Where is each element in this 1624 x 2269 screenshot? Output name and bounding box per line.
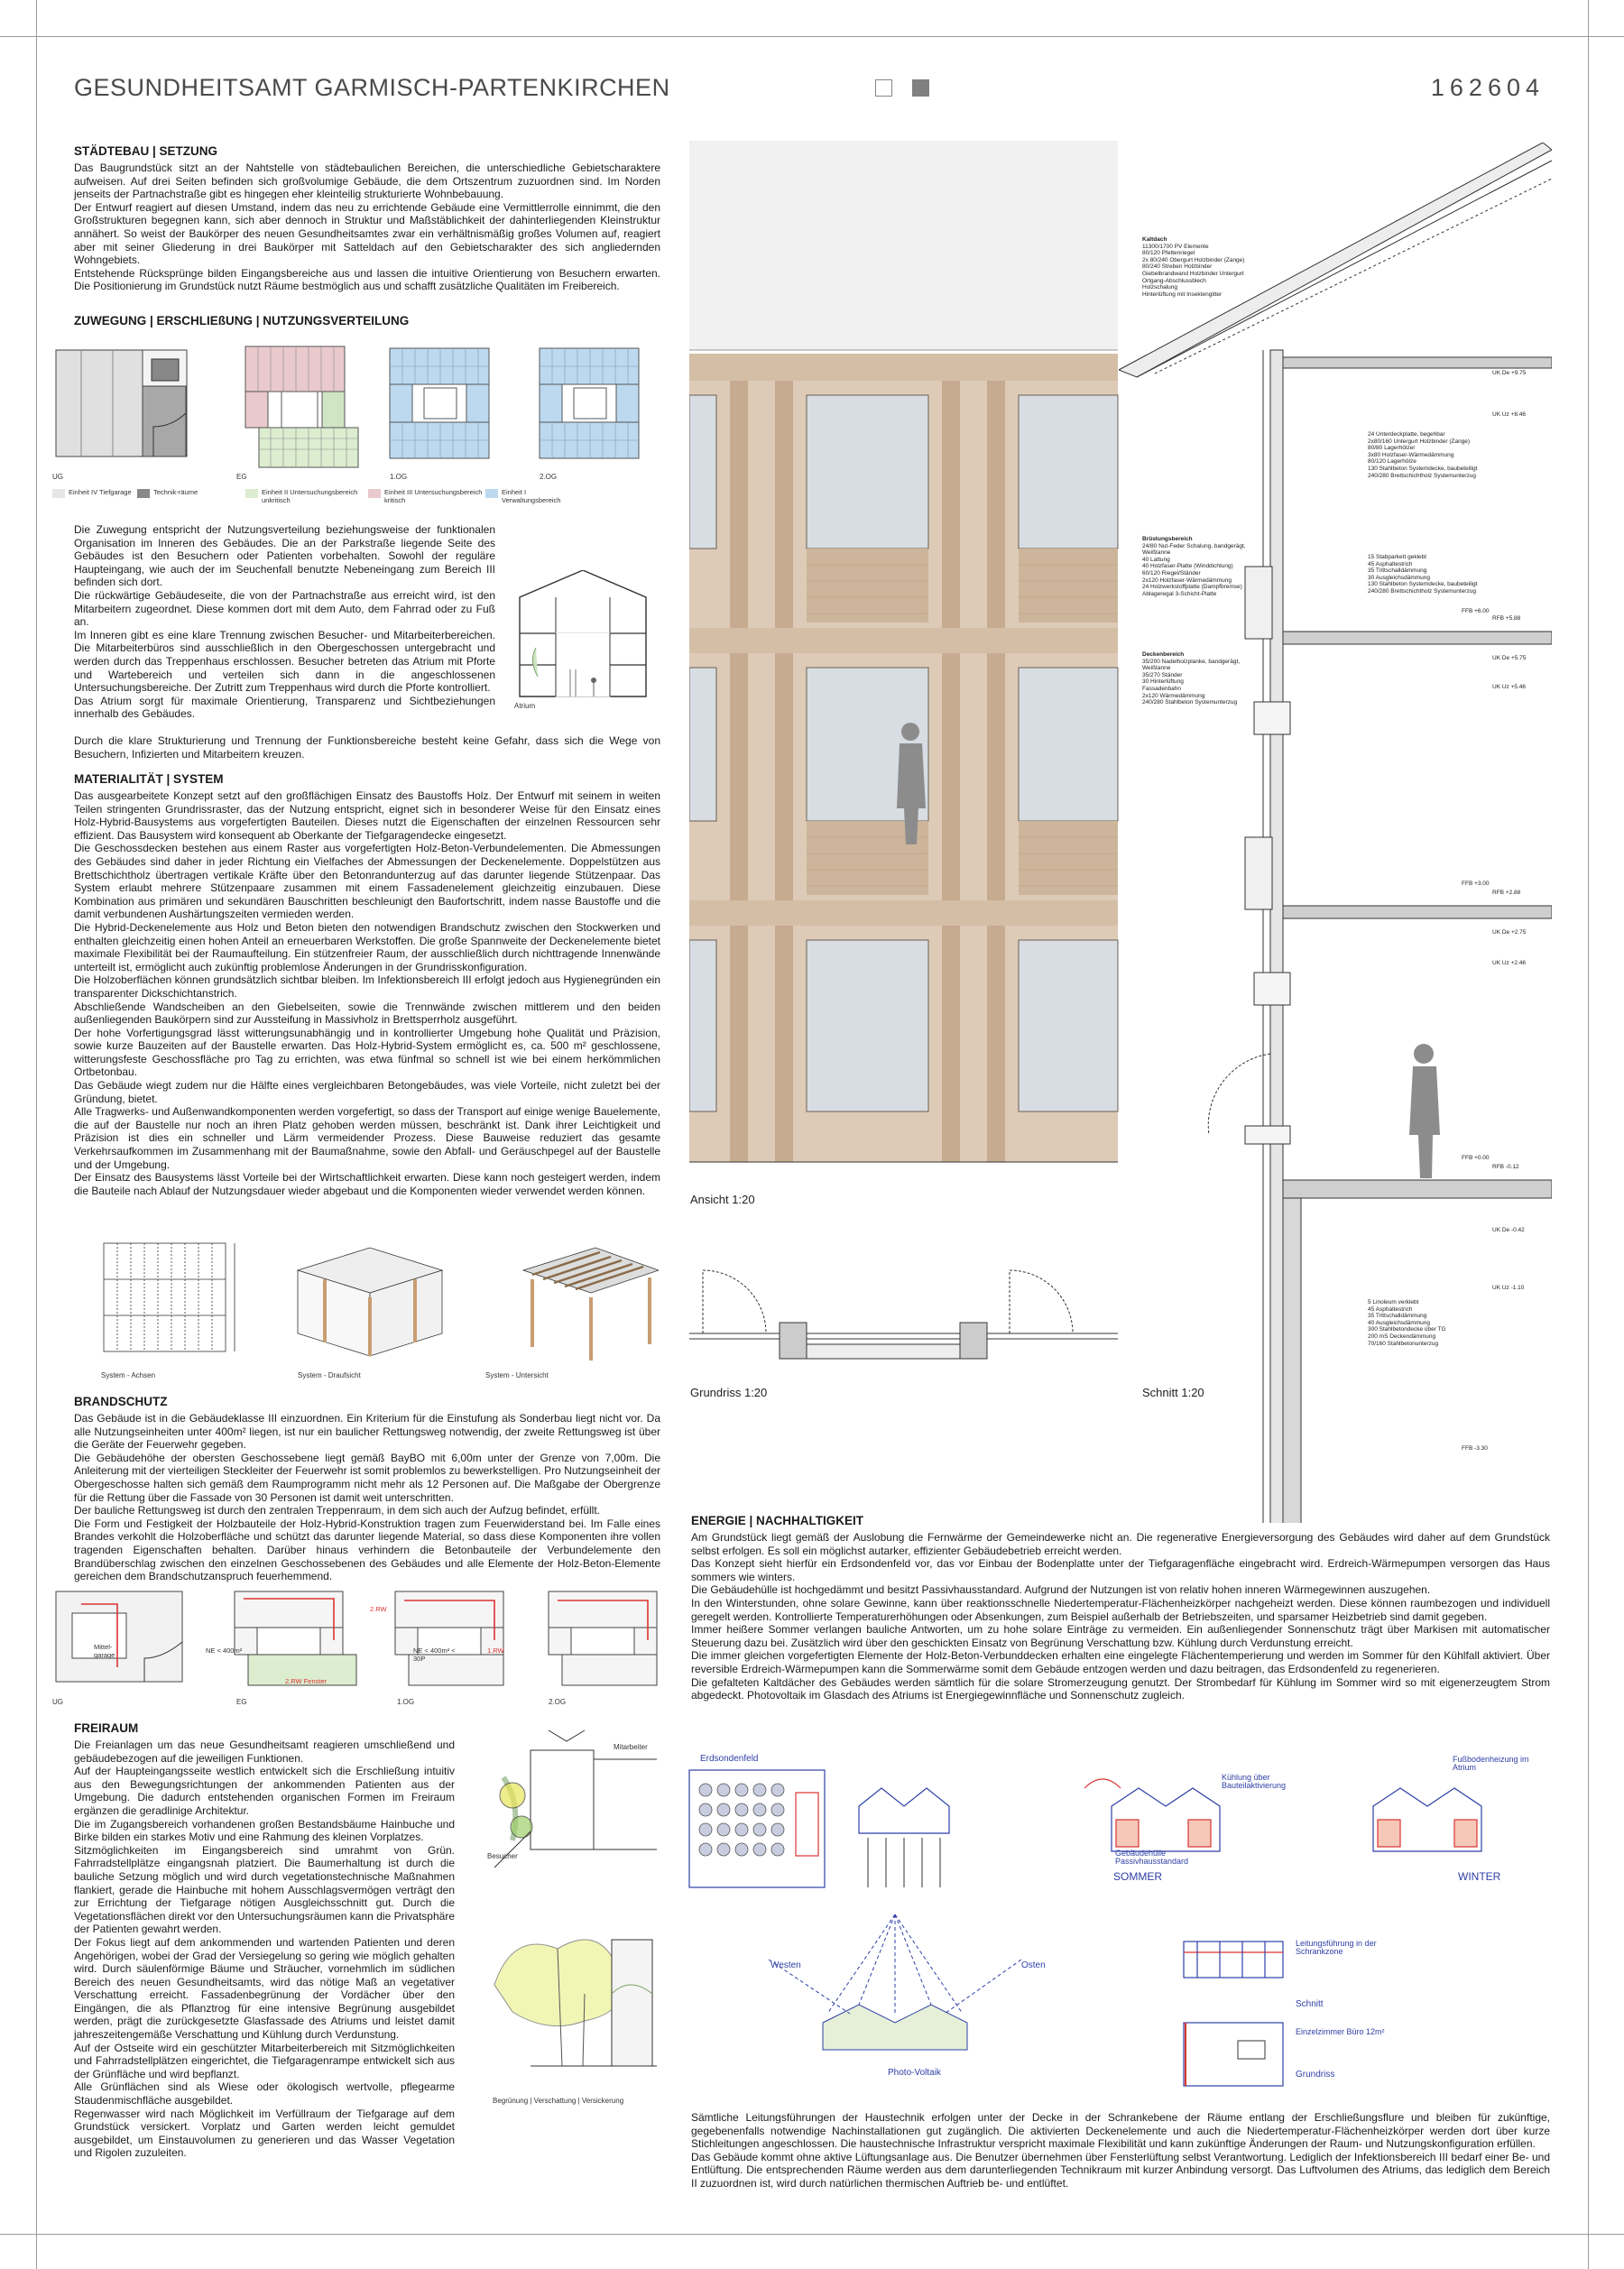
brandschutz-p4: Die Form und Festigkeit der Holzbauteile der Holz-Hybrid-Konstruktion tragen zum Feuerwiderstand bei. Im Falle eines Brandes verkohlt die Holzoberfläche und schützt das darunter liegende Material, so dass diese Komponenten ihre vollen tragenden Eigenschaften behalten. Darüber hinaus verhindern die Betonbauteile der Verbundelemente den Brandüberschlag zwischen den einzelnen Geschossebenen des Gebäudes und alle Elemente der Holz-Beton-Elemente gereichen dem Brandschutzanspruch feuerhemmend. <box>74 1517 660 1583</box>
sketch-schrankzone <box>1184 1942 1283 1978</box>
freiraum-p1: Die Freianlagen um das neue Gesundheitsamt reagieren umschließend und gebäudebezogen auf die jeweiligen Funktionen. <box>74 1739 455 1765</box>
energie-p1: Am Grundstück liegt gemäß der Auslobung die Fernwärme der Gemeindewerke nicht an. Die regenerative Energieversorgung des Gebäudes wird daher auf dem Grundstück selbst erfolgen. Es soll ein möglichst autarker, effizienter Gebäudebetrieb erreicht werden. <box>691 1531 1550 1557</box>
fire-label-ug: UG <box>52 1698 63 1706</box>
spec-bruestung-3: 40 Holzfaser-Platte (Winddichtung) <box>1142 563 1233 570</box>
plan-2og <box>540 348 639 458</box>
level-1: UK Uz +8.46 <box>1492 411 1527 418</box>
level-11: RFB -0.12 <box>1492 1164 1519 1170</box>
freiraum-p5: Der Fokus liegt auf dem ankommenden und wartenden Patienten und deren Angehörigen, wobei der Grad der Versiegelung so gering wie möglich gehalten wird. Durch säulenförmige Bäume und Sträucher, vornehmlich im südlichen Bereich des neuen Gesundheitsamts, wird das nötige Maß an vegetativer Verschattung erreicht. Fassadenbegrünung der Vordächer über den Eingängen, die als Pflanztrog für eine intensive Begrünung ausgebildet werden, prägt die zurückgesetzte Glasfassade des Atriums und leistet damit jahreszeitengemäße Verschattung und Kühlung durch Verdunstung. <box>74 1935 455 2042</box>
spec-estrich-0: 15 Stabparkett geklebt <box>1368 554 1427 560</box>
brandschutz-title: BRANDSCHUTZ <box>74 1395 168 1408</box>
spec-estrich-3: 30 Ausgleichsdämmung <box>1368 574 1431 581</box>
plan-ug <box>56 350 187 457</box>
sketch-pv-rays <box>769 1914 1021 2050</box>
brandschutz-p1: Das Gebäude ist in die Gebäudeklasse III einzuordnen. Ein Kriterium für die Einstufung als Sonderbau liegt nicht vor. Da alle Nutzungseinheiten unter 400m² liegen, ist nur ein baulicher Rettungsweg notwendig, der zweite Rettungsweg ist über die Geräte der Feuerwehr gegeben. <box>74 1412 660 1452</box>
materialitaet-p1: Das ausgearbeitete Konzept setzt auf den großflächigen Einsatz des Baustoffs Holz. Der Entwurf mit seinem in weiten Teilen stringenten Grundrissraster, das der Nutzung entspricht, eignet sich in besonderer Weise für den Einsatz eines Holz-Hybrid-Bausystems aus vorgefertigten Bauteilen. Dieses nutzt die Eigenschaften der einzelnen Ressourcen sehr effizient. Das Bausystem wird konsequent ab Oberkante der Tiefgaragendecke eingesetzt. <box>74 789 660 842</box>
project-code: 162604 <box>1430 74 1545 101</box>
fire-tag-fenster: 2.RW Fenster <box>285 1677 328 1685</box>
frame-right-line <box>1588 0 1589 2269</box>
spec-decke1-0: 24 Unterdeckplatte, begehbar <box>1368 431 1445 438</box>
facade-elevation <box>689 141 1122 1192</box>
level-13: UK Uz -1.10 <box>1492 1285 1525 1291</box>
frame-top-line <box>0 36 1624 37</box>
level-0: UK De +9.75 <box>1492 370 1527 376</box>
brandschutz-p3: Der bauliche Rettungsweg ist durch den zentralen Treppenraum, in dem sich auch der Aufzug befindet, erfüllt. <box>74 1504 601 1517</box>
energy-label-schrank: Leitungsführung in der Schrankzone <box>1296 1939 1377 1956</box>
plan-1og <box>390 348 489 458</box>
spec-decke2 <box>1142 651 1260 706</box>
energy-label-buero: Einzelzimmer Büro 12m² <box>1296 2027 1385 2036</box>
energie-p4: In den Winterstunden, ohne solare Gewinne, kann über reaktionsschnelle Niedertemperatur-Flächenheizkörper nachgeheizt werden. Diese können raumbezogen und individuell geregelt werden. Kontrollierte Temperaturerhöhungen oder Absenkungen, zum Beispiel außerhalb der Betriebszeiten, und sparsamer Heizbetrieb sind damit gegeben. <box>691 1596 1550 1623</box>
spec-boden-1: 45 Asphaltestrich <box>1368 1305 1413 1313</box>
energie-p7: Die gefalteten Kaltdächer des Gebäudes werden sämtlich für die solare Stromerzeugung genutzt. Der Strombedarf für Kühlung im Sommer wird so mit eigenerzeugtem Strom abgedeckt. Photovoltaik im Glasdach des Atriums ist Energiegewinnfläche und Sonnenschutz zugleich. <box>691 1675 1550 1702</box>
plan-label-2og: 2.OG <box>540 473 558 481</box>
spec-decke1-5: 130 Stahlbeton Systemdecke, baubeteiligt <box>1368 465 1478 472</box>
section-freiraum <box>74 1721 455 2160</box>
legend-swatch-verwaltung <box>485 489 498 498</box>
spec-dach-1: 11300/1700 PV Elemente <box>1142 243 1209 250</box>
freiraum-sketches <box>476 1723 666 2102</box>
system-axes <box>104 1243 235 1351</box>
diagram-label-underside: System - Untersicht <box>485 1371 549 1379</box>
materialitaet-p4: Die Holzoberflächen können grundsätzlich sichtbar bleiben. Im Infektionsbereich III erfolgt jedoch aus Hygienegründen ein transparenter Dickschichtanstrich. <box>74 973 660 1000</box>
frame-left-line <box>36 0 37 2269</box>
spec-boden-0: 5 Linoleum verklebt <box>1368 1299 1419 1305</box>
zuwegung-p1: Die Zuwegung entspricht der Nutzungsverteilung beziehungsweise der funktionalen Organisation im Inneren des Gebäudes. Die an der Parkstraße liegende Seite des Gebäudes ist den Besuchern oder Patienten vorbehalten. Sowohl der reguläre Haupteingang, wie auch der im Seuchenfall benutzte Nebeneingang zum Bereich III befinden sich dort. <box>74 523 495 589</box>
legend-unkritisch: Einheit II Untersuchungsbereich unkritisch <box>262 488 358 504</box>
fire-plan-eg <box>235 1591 356 1685</box>
section-energie <box>691 1514 1550 1702</box>
system-plan-iso <box>298 1248 442 1356</box>
legend-technik: Technik-räume <box>153 488 198 496</box>
spec-decke1 <box>1368 431 1494 479</box>
spec-kaltdach <box>1142 236 1269 298</box>
freiraum-p8: Regenwasser wird nach Möglichkeit im Verfüllraum der Tiefgarage auf dem Grundstück versickert. Vorplatz und Garten werden leicht gemuldet ausgebildet, um Einstauvolumen zu generieren und das Wasser Vegetation und Rigolen zuzuleiten. <box>74 2107 455 2160</box>
staedtebau-title: STÄDTEBAU | SETZUNG <box>74 144 218 158</box>
level-10: FFB +0.00 <box>1462 1155 1490 1161</box>
fire-tag-ne30p: NE < 400m² < 30P <box>413 1646 456 1663</box>
spec-decke2-0: Deckenbereich <box>1142 651 1185 658</box>
spec-bruestung-2: 40 Lattung <box>1142 556 1170 563</box>
energie-p9: Das Gebäude kommt ohne aktive Lüftungsanlage aus. Die Benutzer übernehmen über Fensterlüftung selbst Verantwortung. Lediglich der Infektionsbereich III bedarf einer Be- und Entlüftung. Die entsprechenden Räume werden aus dem darunterliegenden Technikraum mit kurzer Anbindung versorgt. Das Luftvolumen des Atriums, das lediglich dem Bereich II zuzuordnen ist, wird durch natürlichen thermischen Auftrieb be- und entlüftet. <box>691 2150 1550 2190</box>
spec-decke1-3: 3x80 Holzfaser-Wärmedämmung <box>1368 451 1454 458</box>
materialitaet-p3: Die Hybrid-Deckenelemente aus Holz und Beton bieten den notwendigen Brandschutz zwischen den Stockwerken und enthalten gleichzeitig einen hohen Anteil an erneuerbaren Werkstoffen. Die große Spannweite der Deckenelemente bietet maximale Flexibilität bei der Raumaufteilung. Ein stützenfreier Raum, der ausschließlich durch nichttragende Innenwände unterteilt ist, ermöglicht auch zukünftig problemlose Änderungen in der Grundrisskonfiguration. <box>74 920 660 973</box>
section-brandschutz <box>74 1395 660 1583</box>
legend-verwaltung: Einheit I Verwaltungsbereich <box>502 488 561 504</box>
materialitaet-p6: Der hohe Vorfertigungsgrad lässt witterungsunabhängig und in kontrollierter Umgebung hohe Qualität und Präzision, sowie kurze Bauzeiten auf der Baustelle erwarten. Das Holz-Hybrid-System ermöglicht es, ca. 500 m² geschlossene, witterungsfeste Geschossfläche pro Tag zu errichten, was etwa fünfmal so schnell ist wie bei einem herkömmlichen Ortbetonbau. <box>74 1026 660 1079</box>
energy-label-schnitt: Schnitt <box>1296 1999 1324 2009</box>
spec-dach-0: Kaltdach <box>1142 236 1167 243</box>
section-staedtebau <box>74 144 660 293</box>
spec-bruestung-1: 24/80 Nut-Feder Schalung, bandgerägt, Weißtanne <box>1142 542 1246 557</box>
staedtebau-p2: Der Entwurf reagiert auf diesen Umstand, indem das neu zu errichtende Gebäude eine Vermittlerrolle einnimmt, die den Großstrukturen begegnen kann, sich aber dennoch in Struktur und Maßstäblichkeit der dahinterliegenden Kleinstruktur annähert. So weist der Baukörper des neuen Gesundheitsamtes zwar ein verhältnismäßig großes Volumen auf, reagiert aber mit seiner Gliederung in drei Baukörper mit Satteldach auf den Gebietscharakter des sich angliedernden Wohngebiets. <box>74 200 660 267</box>
zuwegung-p4: Das Atrium sorgt für maximale Orientierung, Transparenz und Sichtbeziehungen innerhalb des Gebäudes. <box>74 694 495 721</box>
sketch-erdsondenfeld <box>689 1770 825 1887</box>
spec-dach-5: Giebelbrandwand Holzbinder Untergurt <box>1142 270 1244 277</box>
filled-square-icon <box>912 79 929 97</box>
fire-label-eg: EG <box>236 1698 247 1706</box>
freiraum-p2: Auf der Haupteingangsseite westlich entwickelt sich die Erschließung intuitiv aus den Bewegungsrichtungen der ankommenden Patienten aus der Umgebung. Die dadurch entstehenden organischen Formen im Freiraum ergänzen die geradlinige Architektur. <box>74 1765 455 1817</box>
diagram-label-axes: System - Achsen <box>101 1371 156 1379</box>
label-ansicht: Ansicht 1:20 <box>690 1193 755 1206</box>
fire-plan-1og <box>395 1591 503 1685</box>
atrium-label: Atrium <box>514 702 536 710</box>
energy-label-pv: Photo-Voltaik <box>888 2068 941 2078</box>
legend-swatch-technik <box>137 489 150 498</box>
energy-label-westen: Westen <box>770 1960 801 1970</box>
atrium-section-drawing <box>511 570 655 706</box>
legend-swatch-tiefgarage <box>52 489 65 498</box>
plan-label-1og: 1.OG <box>390 473 408 481</box>
freiraum-p7: Alle Grünflächen sind als Wiese oder ökologisch wertvolle, pflegearme Staudenmischfläche ausgebildet. <box>74 2080 455 2108</box>
sketch-label-begruenung: Begrünung | Verschattung | Versickerung <box>493 2097 624 2105</box>
zuwegung-title: ZUWEGUNG | ERSCHLIEßUNG | NUTZUNGSVERTEILUNG <box>74 314 410 327</box>
energy-label-fbh: Fußbodenheizung im Atrium <box>1453 1755 1529 1772</box>
freiraum-p6: Auf der Ostseite wird ein geschützter Mitarbeiterbereich mit Sitzmöglichkeiten und Fahrradstellplätzen eingerichtet, die Tiefgaragenrampe entwickelt sich aus der Grünfläche und wird bepflanzt. <box>74 2041 455 2080</box>
fire-tag-2rw: 2.RW <box>370 1605 387 1613</box>
level-14: FFB -3.30 <box>1462 1445 1488 1452</box>
spec-estrich-2: 35 Trittschalldämmung <box>1368 567 1427 575</box>
plan-eg <box>245 346 358 467</box>
spec-dach-7: Holzschalung <box>1142 284 1178 291</box>
tree-sketch <box>494 1940 657 2066</box>
section-energie-2 <box>691 2111 1550 2191</box>
level-8: UK De +2.75 <box>1492 929 1527 936</box>
level-4: UK De +5.75 <box>1492 655 1527 661</box>
spec-decke2-5: 2x120 Wärmedämmung <box>1142 692 1205 699</box>
spec-boden-4: 300 Stahlbetondecke über TG <box>1368 1326 1446 1333</box>
sketch-winter <box>1373 1788 1481 1851</box>
level-3: RFB +5.88 <box>1492 615 1521 622</box>
spec-dach-2: 80/120 Pfettenriegel <box>1142 250 1195 257</box>
person-silhouette-section <box>1409 1044 1440 1178</box>
roof-zone <box>689 141 1118 350</box>
spec-decke1-6: 240/280 Brettschichtholz Systemunterzug <box>1368 472 1476 479</box>
level-6: FFB +3.00 <box>1462 881 1490 887</box>
sketch-sondenhouse <box>859 1788 949 1887</box>
energy-label-erdsonden: Erdsondenfeld <box>700 1754 759 1764</box>
level-9: UK Uz +2.46 <box>1492 960 1527 966</box>
fire-tag-ne400: NE < 400m² <box>206 1646 243 1655</box>
spec-boden-3: 40 Ausgleichsdämmung <box>1368 1319 1431 1326</box>
energy-label-kuehlung: Kühlung über Bauteilaktivierung <box>1222 1773 1287 1790</box>
energie-p6: Die immer gleichen vorgefertigten Elemente der Holz-Beton-Verbunddecken erhalten eine eingelegte Flächentemperierung und werden im Sommer für den Kühlfall aktiviert. Über reversible Erdreich-Wärmepumpen kann die Sommerwärme somit dem Gebäude entzogen werden und dazu beitragen, das Erdsondenfeld zu regenerieren. <box>691 1649 1550 1675</box>
zuwegung-p2: Die rückwärtige Gebäudeseite, die von der Partnachstraße aus erreicht wird, ist den Mitarbeitern zugeordnet. Diese kommen dort mit dem Auto, dem Fahrrad oder zu Fuß an. <box>74 588 495 629</box>
fire-plan-2og <box>549 1591 657 1685</box>
sketch-buero <box>1184 2023 1283 2086</box>
label-schnitt: Schnitt 1:20 <box>1142 1386 1204 1399</box>
spec-decke1-2: 80/80 Lagerhölzer <box>1368 445 1416 452</box>
spec-dach-3: 2x 80/240 Obergurt Holzbinder (Zange) <box>1142 256 1245 263</box>
fire-plan-ug <box>56 1591 182 1682</box>
energy-label-passivhaus: Gebäudehülle Passivhausstandard <box>1115 1849 1189 1866</box>
spec-decke2-2: 35/270 Ständer <box>1142 671 1183 678</box>
frame-bottom-line <box>0 2234 1624 2235</box>
spec-decke2-3: 30 Hinterlüftung <box>1142 678 1184 686</box>
freiraum-p3: Die im Zugangsbereich vorhandenen großen Bestandsbäume Hainbuche und Birke bilden ein starkes Motiv und eine Rahmung des kleinen Vorplatzes. <box>74 1817 455 1844</box>
energie-p8: Sämtliche Leitungsführungen der Haustechnik erfolgen unter der Decke in der Schrankebene der Räume entlang der Erschließungsflure und bleiben für zukünftige, gegebenenfalls notwendige Nachinstallationen gut zugänglich. Die aktivierten Deckenelemente und auch die Niedertemperatur-Flächenheizkörper werden dort über kurze Stichleitungen angeschlossen. Die haustechnische Infrastruktur verspricht maximale Flexibilität und kann zukünftige Änderungen der Raum- und Nutzungskonfiguration erfüllen. <box>691 2111 1550 2151</box>
zuwegung-p5: Durch die klare Strukturierung und Trennung der Funktionsbereiche besteht keine Gefahr, dass sich die Wege von Besuchern, Infizierten und Mitarbeitern kreuzen. <box>74 734 660 761</box>
facade-plan-strip <box>689 1243 1122 1388</box>
energie-p2: Das Konzept sieht hierfür ein Erdsondenfeld vor, das vor Einbau der Bodenplatte unter der Tiefgaragenfläche eingebracht wird. Erdreich-Wärmepumpen versorgen das Haus sommers wie winters. <box>691 1557 1550 1583</box>
plan-label-ug: UG <box>52 473 63 481</box>
fire-escape-plans <box>54 1586 660 1694</box>
sketch-label-besucher: Besucher <box>487 1852 518 1860</box>
legend-swatch-kritisch <box>368 489 381 498</box>
label-grundriss: Grundriss 1:20 <box>690 1386 768 1399</box>
spec-estrich <box>1368 554 1494 595</box>
zuwegung-text-wide <box>74 734 660 761</box>
energie-title: ENERGIE | NACHHALTIGKEIT <box>691 1514 864 1527</box>
energie-p5: Immer heißere Sommer verlangen bauliche Antworten, um zu hohe solare Einträge zu vermeiden. Ein außenliegender Sonnenschutz trägt über Markisen mit automatischer Steuerung dazu bei. Zusätzlich wird über den geschickten Einsatz von Begrünung Verschattung bzw. Kühlung durch Verdunstung erreicht. <box>691 1623 1550 1649</box>
empty-square-icon <box>875 79 892 97</box>
spec-boden-2: 35 Trittschalldämmung <box>1368 1313 1427 1320</box>
legend-kritisch: Einheit III Untersuchungsbereich kritisch <box>384 488 483 504</box>
materialitaet-p5: Abschließende Wandscheiben an den Giebelseiten, sowie die Trennwände zwischen mittlerem und den beiden außenliegenden Baukörpern sind zur Aussteifung in Massivholz in Brettsperrholz ausgeführt. <box>74 1000 660 1027</box>
materialitaet-title: MATERIALITÄT | SYSTEM <box>74 772 224 786</box>
section-materialitaet <box>74 772 660 1197</box>
spec-dach-8: Hinterlüftung mit Insektengitter <box>1142 291 1223 298</box>
materialitaet-p8: Alle Tragwerks- und Außenwandkomponenten werden vorgefertigt, so dass der Transport auf einige wenige Bauelemente, die auf der Baustelle nur noch an ihren Platz gehoben werden müssen, beschränkt ist. Dank ihrer Leichtigkeit und Präzision ist dies ein schneller und Lärm vermeidender Prozess. Diese Bauweise reduziert das gesamte Verkehrsaufkommen im Zusammenhang mit der Baumaßnahme, sowie den Abfall- und Geräuschpegel auf der Baustelle und der Umgebung. <box>74 1105 660 1171</box>
zuwegung-p3: Im Inneren gibt es eine klare Trennung zwischen Besucher- und Mitarbeiterbereichen. Die Mitarbeiterbüros sind ausschließlich in den Obergeschossen untergebracht und werden durch das Treppenhaus erschlossen. Besucher betreten das Atrium mit Pforte und Wartebereich und verteilen sich dann in die angeschlossenen Untersuchungsbereiche. Der Zutritt zum Treppenhaus wird durch die Pforte kontrolliert. <box>74 628 495 695</box>
fire-tag-1rw: 1.RW <box>487 1646 504 1655</box>
spec-boden-5: 200 mS Deckendämmung <box>1368 1333 1436 1340</box>
sketch-label-mitarbeiter: Mitarbeiter <box>614 1743 648 1751</box>
level-2: FFB +6.00 <box>1462 608 1490 614</box>
staedtebau-p1: Das Baugrundstück sitzt an der Nahtstelle von städtebaulichen Bereichen, die unterschiedliche Gebietscharaktere aufweisen. Auf drei Seiten befinden sich großvolumige Gebäude, die dem Ortszentrum zuzuordnen sind. Im Norden jenseits der Partnachstraße gibt es hingegen eher kleinteilig strukturierte Wohnbebauung. <box>74 161 660 201</box>
spec-estrich-1: 45 Asphaltestrich <box>1368 560 1413 567</box>
spec-decke1-4: 80/120 Lagerhölze <box>1368 458 1416 466</box>
spec-bruestung-6: 24 Holzwerkstoffplatte (Dampfbremse) <box>1142 584 1242 591</box>
fire-tag-mittelgarage: Mittel-garage <box>94 1643 115 1659</box>
energy-concept-sketches <box>678 1752 1554 2108</box>
fire-label-2og: 2.OG <box>549 1698 567 1706</box>
level-7: RFB +2.88 <box>1492 890 1521 896</box>
spec-dach-4: 80/240 Streben Holzbinder <box>1142 263 1213 271</box>
spec-bruestung-5: 2x120 Holzfaser-Wärmedämmung <box>1142 576 1232 584</box>
zuwegung-text <box>74 523 495 721</box>
energy-label-osten: Osten <box>1021 1960 1046 1970</box>
freiraum-title: FREIRAUM <box>74 1721 139 1735</box>
materialitaet-p2: Die Geschossdecken bestehen aus einem Raster aus vorgefertigten Holz-Beton-Verbundelementen. Die Abmessungen des Gebäudes sind daher in jeder Richtung ein Vielfaches der Abmessungen der Deckenelemente. Doppelstützen aus Brettschichtholz übertragen vertikale Kräfte über den Betonrandunterzug auf das darunter liegende Stützenpaar. Das System erlaubt mehrere Stützenpaare zusammen mit einem Fassadenelement gleichzeitig einzubauen. Diese Kombination aus primären und sekundären Bauschritten beschleunigt den Baufortschritt, indem nasse Baustoffe und die damit verbundenen Aushärtungszeiten vermieden werden. <box>74 842 660 921</box>
spec-decke2-6: 240/280 Stahlbeton Systemunterzug <box>1142 699 1238 706</box>
spec-dach-6: Ortgang-Abschlussblech <box>1142 277 1206 284</box>
diagram-label-plan: System - Draufsicht <box>298 1371 361 1379</box>
materialitaet-p9: Der Einsatz des Bausystems lässt Vorteile bei der Wirtschaftlichkeit erwarten. Diese kann noch gesteigert werden, indem die Bauteile nach Ablauf der Nutzungsdauer wieder abgebaut und die Komponenten wieder verwendet werden können. <box>74 1171 660 1197</box>
legend-tiefgarage: Einheit IV Tiefgarage <box>69 488 132 496</box>
spec-boden <box>1368 1299 1494 1347</box>
staedtebau-p3: Entstehende Rücksprünge bilden Eingangsbereiche aus und lassen die intuitive Orientierung von Besuchern erwarten. Die Positionierung im Grundstück nutzt Räume bestmöglich aus und schafft zusätzliche Qualitäten im Freibereich. <box>74 266 660 293</box>
freiraum-p4: Sitzmöglichkeiten im Eingangsbereich sind umrahmt von Grün. Fahrradstellplätze eingangsnah platziert. Die Baumerhaltung ist durch die bauliche Setzung möglich und wird durch vegetationstechnische Maßnahmen flankiert, gerade die Hainbuche mit hohem Ausschlagsvermögen verträgt den zur Errichtung der Tiefgarage nötigen Ausgleichsschnitt gut. Durch die Vegetationsflächen direkt vor den Untersuchungsräumen kann die Privatsphäre der Patienten gewahrt werden. <box>74 1843 455 1936</box>
spec-bruestung-7: Ablageregal 3-Schicht-Platte <box>1142 590 1217 597</box>
energy-label-grundriss: Grundriss <box>1296 2070 1335 2080</box>
plan-label-eg: EG <box>236 473 247 481</box>
fire-label-1og: 1.OG <box>397 1698 415 1706</box>
spec-decke2-4: Fassadenbahn <box>1142 685 1182 692</box>
usage-floor-plans <box>54 341 660 476</box>
spec-bruestung-0: Brüstungsbereich <box>1142 536 1193 542</box>
page-title: GESUNDHEITSAMT GARMISCH-PARTENKIRCHEN <box>74 74 670 101</box>
spec-decke1-1: 2x80/160 Untergurt Holzbinder (Zange) <box>1368 438 1471 445</box>
spec-decke2-1: 35/200 Nadelholzplanke, bandgerägt, Weißtanne <box>1142 658 1241 672</box>
spec-bruestung-4: 60/120 Riegel/Ständer <box>1142 569 1201 576</box>
spec-estrich-5: 240/280 Brettschichtholz Systemunterzug <box>1368 587 1476 595</box>
level-12: UK De -0.42 <box>1492 1227 1525 1233</box>
energy-label-sommer: SOMMER <box>1113 1870 1162 1883</box>
zuwegung-title-block <box>74 314 660 331</box>
legend-swatch-unkritisch <box>245 489 258 498</box>
brandschutz-p2: Die Gebäudehöhe der obersten Geschossebene liegt gemäß BayBO mit 6,00m unter der Grenze von 7,00m. Die Anleiterung mit der vierteiligen Steckleiter der Feuerwehr ist somit problemlos zu bewerkstelligen. Pro Nutzungseinheit der Obergeschosse halten sich gemäß dem Raumprogramm nicht mehr als 12 Personen auf. Die Maßgabe der Obergrenze für die Rettung über die Fassade von 30 Personen ist damit weit unterschritten. <box>74 1451 660 1504</box>
system-diagrams <box>99 1234 659 1370</box>
energy-label-winter: WINTER <box>1458 1870 1501 1883</box>
energie-p3: Die Gebäudehülle ist hochgedämmt und besitzt Passivhausstandard. Aufgrund der Nutzungen ist von relativ hohen inneren Wärmegewinnen auszugehen. <box>691 1583 1431 1597</box>
level-5: UK Uz +5.46 <box>1492 684 1527 690</box>
spec-bruestung <box>1142 536 1260 597</box>
spec-boden-6: 70/160 Stahlbetonunterzug <box>1368 1340 1439 1347</box>
spec-estrich-4: 130 Stahlbeton Systemdecke, baubeteiligt <box>1368 581 1478 588</box>
sketch-sommer <box>1084 1779 1220 1851</box>
materialitaet-p7: Das Gebäude wiegt zudem nur die Hälfte eines vergleichbaren Betongebäudes, was viele Vorteile, nicht zuletzt bei der Gründung, bietet. <box>74 1079 660 1105</box>
system-underside-iso <box>523 1248 659 1360</box>
